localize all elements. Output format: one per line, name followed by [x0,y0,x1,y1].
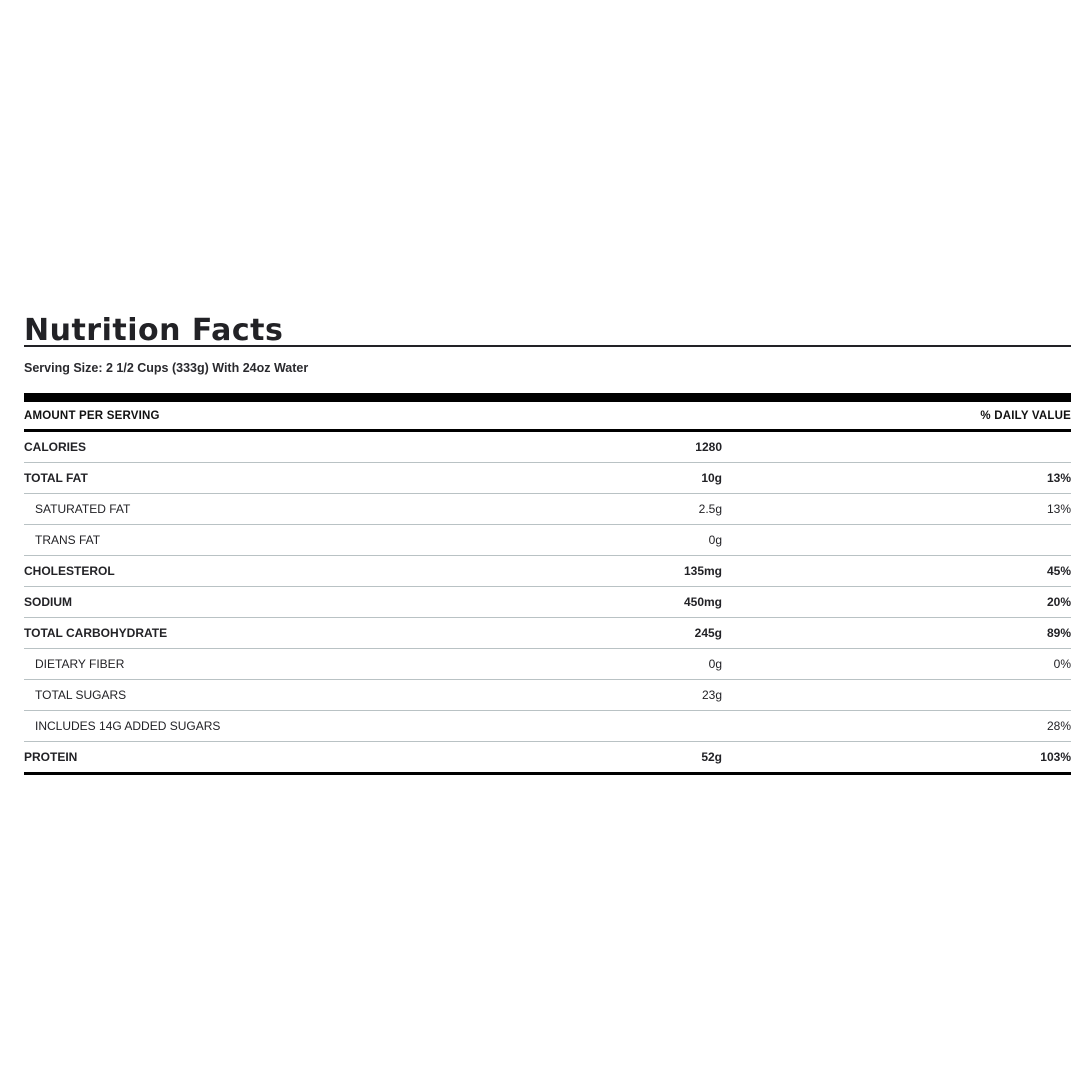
nutrient-label: DIETARY FIBER [35,657,125,671]
nutrient-daily-value: 20% [1046,595,1071,609]
nutrient-label: PROTEIN [24,750,78,764]
nutrient-label: TOTAL FAT [24,471,88,485]
nutrient-row [24,556,1071,587]
nutrition-facts-panel [24,312,1071,775]
nutrient-row [24,432,1071,463]
nutrient-amount: 245g [694,626,722,640]
amount-per-serving-header: AMOUNT PER SERVING [24,409,160,422]
nutrient-row [24,494,1071,525]
nutrient-row [24,463,1071,494]
nutrient-amount: 10g [701,471,722,485]
nutrient-label: SODIUM [24,595,72,609]
bottom-divider [24,772,1071,775]
nutrient-amount: 450mg [683,595,722,609]
nutrient-row [24,742,1071,772]
nutrient-amount: 1280 [695,440,722,454]
nutrient-daily-value: 28% [1046,719,1071,733]
nutrient-table [24,432,1071,772]
serving-size-text: Serving Size: 2 1/2 Cups (333g) With 24oz Water [24,361,309,375]
nutrient-amount: 2.5g [698,502,722,516]
thick-divider [24,393,1071,402]
nutrient-amount: 0g [708,657,722,671]
nutrient-row [24,587,1071,618]
nutrient-daily-value: 45% [1046,564,1071,578]
nutrient-daily-value: 89% [1046,626,1071,640]
nutrient-row [24,525,1071,556]
nutrient-daily-value: 0% [1053,657,1071,671]
nutrient-daily-value: 13% [1046,471,1071,485]
nutrient-amount: 52g [701,750,722,764]
daily-value-header: % DAILY VALUE [980,409,1071,422]
nutrient-label: SATURATED FAT [35,502,131,516]
nutrient-label: CHOLESTEROL [24,564,115,578]
table-header-row [24,402,1071,429]
nutrient-row [24,680,1071,711]
nutrient-row [24,618,1071,649]
nutrient-daily-value: 13% [1046,502,1071,516]
nutrient-label: TOTAL SUGARS [35,688,127,702]
nutrient-label: CALORIES [24,440,87,454]
nutrient-row [24,711,1071,742]
nutrient-label: TOTAL CARBOHYDRATE [24,626,168,640]
nutrient-row [24,649,1071,680]
nutrition-facts-title: Nutrition Facts [24,313,284,348]
nutrient-label: INCLUDES 14G ADDED SUGARS [35,719,221,733]
nutrient-amount: 23g [701,688,722,702]
nutrient-label: TRANS FAT [35,533,101,547]
nutrient-amount: 0g [708,533,722,547]
nutrient-daily-value: 103% [1040,750,1071,764]
nutrient-amount: 135mg [683,564,722,578]
